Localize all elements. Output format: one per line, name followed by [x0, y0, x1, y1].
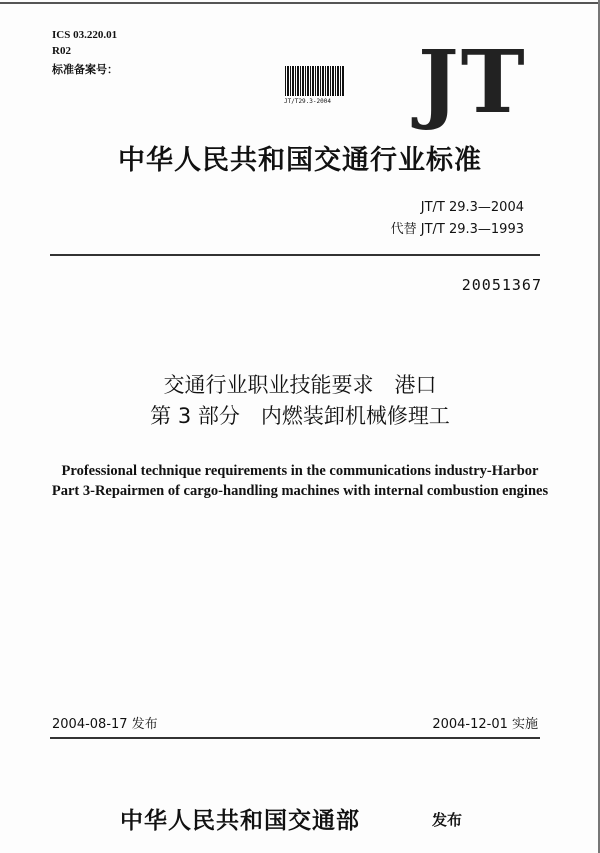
stamp-number: 20051367 — [461, 276, 542, 294]
effective-date: 2004-12-01 实施 — [432, 717, 538, 732]
divider — [50, 254, 540, 256]
publisher: 中华人民共和国交通部 — [120, 807, 360, 834]
divider-bottom — [50, 737, 540, 739]
title-cn-line-2: 第 3 部分 内燃装卸机械修理工 — [150, 404, 450, 428]
ccs-number: R02 — [52, 45, 71, 57]
scan-edge-top — [0, 2, 600, 4]
title-en-line-1: Professional technique requirements in the communications industry-Harbor — [61, 463, 539, 479]
title-cn-line-1: 交通行业职业技能要求 港口 — [163, 373, 437, 397]
barcode — [285, 66, 345, 96]
standard-code: JT/T 29.3—2004 — [420, 200, 524, 215]
publisher-suffix: 发布 — [432, 811, 463, 829]
ics-number: ICS 03.220.01 — [52, 29, 118, 41]
standard-category-title: 中华人民共和国交通行业标准 — [118, 145, 482, 176]
barcode-text: JT/T29.3-2004 — [284, 98, 331, 105]
jt-logo: JT — [418, 32, 527, 133]
record-number-label: 标准备案号： — [52, 64, 118, 76]
issue-date: 2004-08-17 发布 — [52, 717, 158, 732]
title-en-line-2: Part 3-Repairmen of cargo-handling machines with internal combustion engines — [51, 483, 549, 499]
replaces-code: 代替 JT/T 29.3—1993 — [390, 222, 524, 237]
